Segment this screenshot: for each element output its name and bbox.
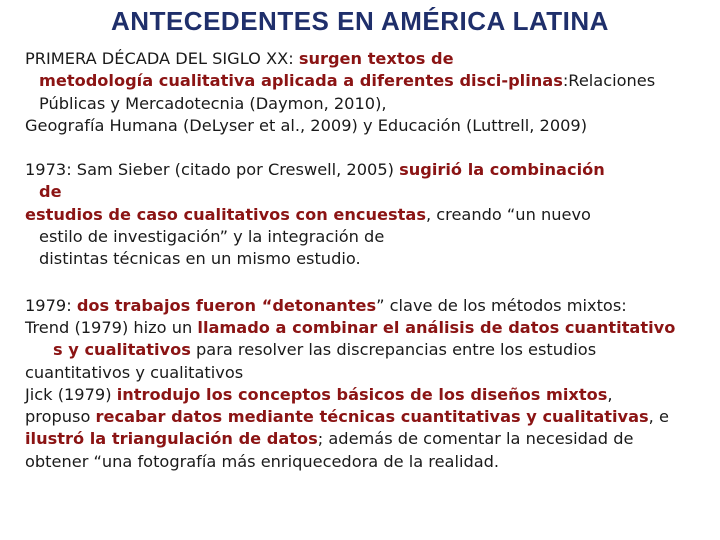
text-line <box>25 428 700 450</box>
spacer <box>25 271 700 295</box>
text-segment: ; además de comentar la necesidad de <box>317 429 634 449</box>
text-line <box>25 48 700 70</box>
text-segment: PRIMERA DÉCADA DEL SIGLO XX: <box>25 49 294 68</box>
text-line: cuantitativos y cualitativos <box>25 362 244 382</box>
text-line <box>25 406 700 428</box>
slide-title: ANTECEDENTES EN AMÉRICA LATINA <box>111 6 609 36</box>
text-line <box>25 295 700 317</box>
text-segment: :Relaciones <box>562 71 656 91</box>
text-line: Públicas y Mercadotecnia (Daymon, 2010), <box>39 93 387 113</box>
paragraph-primera-decada <box>25 48 700 137</box>
paragraph-1973 <box>25 159 700 270</box>
text-segment: para resolver las discrepancias entre los estudios <box>196 340 597 360</box>
text-line: distintas técnicas en un mismo estudio. <box>39 249 361 269</box>
text-segment: , e <box>648 407 669 427</box>
text-line <box>25 159 700 181</box>
highlight-segment: ilustró la triangulación de datos <box>25 429 318 449</box>
highlight-segment: sugirió la combinación <box>399 160 605 180</box>
text-line: Geografía Humana (DeLyser et al., 2009) y Educación (Luttrell, 2009) <box>25 115 588 135</box>
text-line: de <box>39 182 62 202</box>
highlight-segment: metodología cualitativa aplicada a diferentes disci-plinas <box>39 71 563 91</box>
text-segment: Trend (1979) hizo un <box>25 317 193 337</box>
slide-body <box>25 48 700 473</box>
highlight-segment: recabar datos mediante técnicas cuantitativas y cualitativas <box>95 407 649 427</box>
highlight-segment: s y cualitativos <box>53 340 191 360</box>
text-segment: , <box>607 384 613 404</box>
text-line <box>25 204 700 226</box>
text-line: obtener “una fotografía más enriquecedora de la realidad. <box>25 451 500 471</box>
text-segment: ” clave de los métodos mixtos: <box>376 295 627 315</box>
highlight-segment: estudios de caso cualitativos con encuestas <box>25 204 426 224</box>
highlight-segment: dos trabajos fueron “detonantes <box>76 295 377 315</box>
text-line: estilo de investigación” y la integración de <box>39 227 385 247</box>
text-segment: 1979: <box>25 295 72 315</box>
text-line <box>25 339 700 361</box>
text-segment: Jick (1979) <box>25 384 112 404</box>
paragraph-1979 <box>25 295 700 473</box>
highlight-segment: surgen textos de <box>298 49 454 68</box>
text-line <box>25 384 700 406</box>
text-line <box>25 317 700 339</box>
highlight-segment: llamado a combinar el análisis de datos cuantitativo <box>197 317 676 337</box>
text-segment: propuso <box>25 407 91 427</box>
text-segment: , creando “un nuevo <box>425 204 591 224</box>
text-segment: 1973: Sam Sieber (citado por Creswell, 2005) <box>25 160 394 180</box>
highlight-segment: introdujo los conceptos básicos de los diseños mixtos <box>116 384 608 404</box>
spacer <box>25 137 700 159</box>
text-line <box>25 70 700 92</box>
